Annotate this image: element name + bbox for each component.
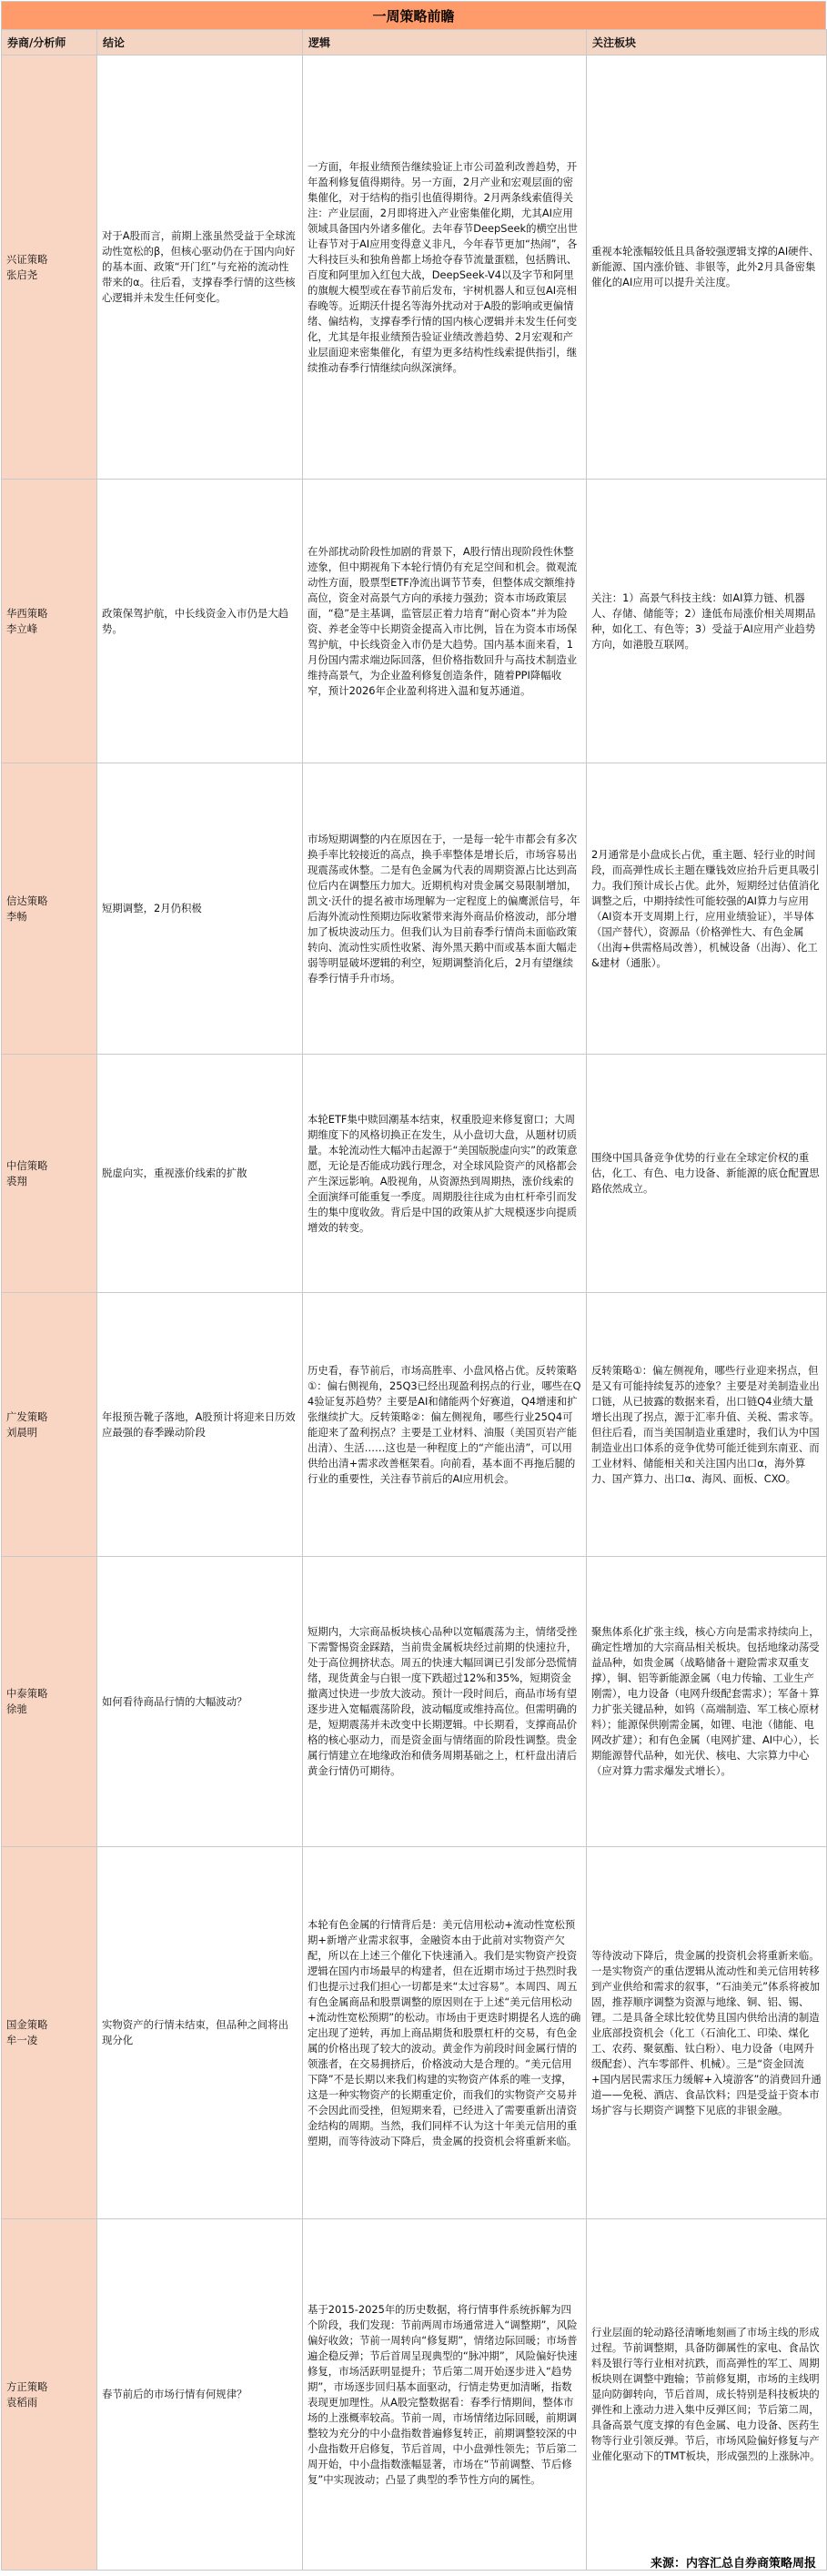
table-header-row bbox=[2, 30, 827, 56]
header-logic: 逻辑 bbox=[303, 30, 587, 56]
table-row bbox=[2, 1055, 827, 1293]
focus-cell: 行业层面的轮动路径清晰地刻画了市场主线的形成过程。节前调整期，具备防御属性的家电、食品饮料及银行等行业相对抗跌，而高弹性的军工、周期板块则在调整中跑输；节前修复期，市场的主线明显向防御转向，节后首周，成长特别是科技板块的弹性和上涨动力进入集中反弹区间；节后第二周，具备高景气度支撑的有色金属、电力设备、医药生物等行业引领反弹。节后，市场风险偏好修复与产业催化驱动下的TMT板块，形成强烈的上涨脉冲。 bbox=[587, 2219, 827, 2571]
focus-cell: 关注：1）高景气科技主线：如AI算力链、机器人、存储、储能等；2）逢低布局涨价相关周期品种，如化工、有色等；3）受益于AI应用产业趋势方向，如港股互联网。 bbox=[587, 480, 827, 763]
conclusion-cell: 如何看待商品行情的大幅波动？ bbox=[97, 1557, 303, 1847]
analyst-name: 牟一凌 bbox=[6, 2034, 38, 2046]
firm-name: 华西策略 bbox=[6, 606, 48, 620]
table-row bbox=[2, 1293, 827, 1557]
analyst-name: 刘晨明 bbox=[6, 1425, 38, 1439]
focus-cell: 重视本轮涨幅较低且具备较强逻辑支撑的AI硬件、新能源、国内涨价链、非银等，此外2月具备密集催化的AI应用可以提升关注度。 bbox=[587, 56, 827, 480]
firm-name: 兴证策略 bbox=[6, 252, 48, 266]
firm-name: 信达策略 bbox=[6, 894, 48, 907]
logic-cell: 市场短期调整的内在原因在于，一是每一轮牛市都会有多次换手率比较接近的高点，换手率整体是增长后，市场容易出现震荡或休整。二是有色金属为代表的周期资源占比达到高位后内在调整压力加大。近期机构对贵金属交易限制增加，凯文·沃什的提名被市场理解为一定程度上的偏鹰派信号，年后海外流动性预期边际收紧带来海外商品价格波动，部分增加了板块波动压力。但我们认为目前春季行情尚未面临政策转向、流动性实质性收紧、海外黑天鹅中而或基本面大幅走弱等明显破坏逻辑的利空，短期调整消化后，2月有望继续春季行情手升市场。 bbox=[303, 763, 587, 1055]
firm-cell bbox=[2, 763, 97, 1055]
header-focus-sectors: 关注板块 bbox=[587, 30, 827, 56]
table-row bbox=[2, 1847, 827, 2219]
focus-cell: 聚焦体系化扩张主线，核心方向是需求持续向上，确定性增加的大宗商品相关板块。包括地缘动荡受益品种，如贵金属（战略储备＋避险需求双重支撑），铜、铝等新能源金属（电力传输、工业生产刚需），电力设备（电网升级配套需求）；军备＋算力扩张关键品种，如钨（高端制造、军工核心原材料）；能源保供刚需金属，如锂、电池（储能、电网改扩建）；和有色金属（电网扩建、AI中心），长期能源替代品种，如光伏、核电、大宗算力中心（应对算力需求爆发式增长）。 bbox=[587, 1557, 827, 1847]
strategy-table bbox=[1, 29, 827, 2571]
conclusion-cell: 政策保驾护航，中长线资金入市仍是大趋势。 bbox=[97, 480, 303, 763]
table-row bbox=[2, 480, 827, 763]
analyst-name: 张启尧 bbox=[6, 268, 38, 281]
analyst-name: 裘翔 bbox=[6, 1174, 27, 1187]
focus-cell: 反转策略①：偏左侧视角，哪些行业迎来拐点，但是又有可能持续复苏的迹象？主要是对美制造业出口链，从已披露的数据来看，出口链Q4业绩大量增长出现了拐点，源于汇率升值、关税、需求等。但往后看，而当美国制造业重建时，我们认为中国制造业出口体系的竞争优势可能迁徙到东南亚、而工业材料、储能相关和关注国内出口α，海外算力、国产算力、出口α、海风、面板、CXO。 bbox=[587, 1293, 827, 1557]
firm-name: 方正策略 bbox=[6, 2379, 48, 2393]
logic-cell: 短期内，大宗商品板块核心品种以宽幅震荡为主，情绪受挫下需警惕资金踩踏，当前贵金属板块经过前期的快速拉升，处于高位拥挤状态。周五的快速大幅回调已引发部分恐慌情绪，现货黄金与白银一度下跌超过12%和35%，短期资金撤离过快进一步放大波动。预计一段时间后，商品市场有望逐步进入宽幅震荡阶段，波动幅度或维持高位。但需明确的是，短期震荡并未改变中长期逻辑。中长期看，支撑商品价格的核心驱动力，而是资金面与情绪面的阶段性调整。贵金属行情建立在地缘政治和债务周期基础之上，杠杆盘出清后黄金行情仍可期待。 bbox=[303, 1557, 587, 1847]
conclusion-cell: 实物资产的行情未结束，但品种之间将出现分化 bbox=[97, 1847, 303, 2219]
firm-cell bbox=[2, 480, 97, 763]
conclusion-cell: 年报预告靴子落地，A股预计将迎来日历效应最强的春季躁动阶段 bbox=[97, 1293, 303, 1557]
firm-cell bbox=[2, 1055, 97, 1293]
focus-cell: 围绕中国具备竞争优势的行业在全球定价权的重估，化工、有色、电力设备、新能源的底仓配置思路依然成立。 bbox=[587, 1055, 827, 1293]
firm-cell bbox=[2, 1847, 97, 2219]
logic-cell: 本轮ETF集中赎回潮基本结束，权重股迎来修复窗口；大周期维度下的风格切换正在发生，从小盘切大盘，从题材切质量。本轮流动性大幅冲击起源于“美国版脱虚向实”的政策意愿，无论是否能成功践行理念，对全球风险资产的风格都会产生深远影响。A股视角，从资源热到周期热，涨价线索的全面演绎可能重复一季度。周期股往往成为由杠杆牵引而发生的集中度收敛。背后是中国的政策从扩大规模逐步向提质增效的转变。 bbox=[303, 1055, 587, 1293]
source-note: 来源：内容汇总自券商策略周报 bbox=[650, 2557, 816, 2571]
logic-cell: 在外部扰动阶段性加剧的背景下，A股行情出现阶段性休整迹象，但中期视角下本轮行情仍有充足空间和机会。微观流动性方面，股票型ETF净流出调节节奏，但整体成交额维持高位，资金对高景气方向的承接力强劲；资本市场政策层面，“稳”是主基调，监管层正着力培育“耐心资本”并为险资、养老金等中长期资金提高入市比例，旨在为资本市场保驾护航，中长线资金入市仍是大趋势。国内基本面来看，1月份国内需求端边际回落，但价格指数回升与高技术制造业维持高景气，为企业盈利修复创造条件，随着PPI降幅收窄，预计2026年企业盈利将进入温和复苏通道。 bbox=[303, 480, 587, 763]
logic-cell: 本轮有色金属的行情背后是：美元信用松动+流动性宽松预期+新增产业需求叙事，金融资本由于此前对实物资产欠配，所以在上述三个催化下快速涌入。我们是实物资产投资逻辑在国内市场最早的构建者，但在近期市场过于热烈时我们也提示过我们担心一切都是来“太过容易”。本周四、周五有色金属商品和股票调整的原因则在于上述“美元信用松动+流动性宽松预期”的松动。市场由于更迭时期提名人选的确定出现了逆转，再加上商品期货和股票杠杆的交易，有色金属的价格出现了较大的波动。黄金作为前段时间金属行情的领涨者，在交易拥挤后，价格波动大是合理的。“美元信用下降”不是长期以来我们构建的实物资产体系的唯一支撑，这是一种实物资产的长期重定价，而我们的实物资产交易并不会因此而受挫，但短期来看，已经进入了需要重新出清资金结构的周期。当然，我们同样不认为这十年美元信用的重塑期，而等待波动下降后，贵金属的投资机会将重新来临。 bbox=[303, 1847, 587, 2219]
table-row bbox=[2, 2219, 827, 2571]
table-row bbox=[2, 763, 827, 1055]
firm-cell bbox=[2, 56, 97, 480]
firm-name: 国金策略 bbox=[6, 2018, 48, 2031]
analyst-name: 袁稻雨 bbox=[6, 2395, 38, 2409]
analyst-name: 李立峰 bbox=[6, 621, 38, 635]
firm-cell bbox=[2, 1557, 97, 1847]
analyst-name: 李畅 bbox=[6, 909, 27, 923]
logic-cell: 历史看，春节前后，市场高胜率、小盘风格占优。反转策略①：偏右侧视角，25Q3已经出现盈利拐点的行业，哪些在Q4验证复苏趋势？主要是AI和储能两个好赛道，Q4增速和扩张继续扩大。反转策略②：偏左侧视角，哪些行业25Q4可能迎来了盈利拐点？主要是工业材料、油服（美国页岩产能出清）、生活……这也是一种程度上的“产能出清”，可以用供给出清+需求改善框架看。向前看，基本面不再拖后腿的行业的重要性，关注春节前后的AI应用机会。 bbox=[303, 1293, 587, 1557]
table-row bbox=[2, 1557, 827, 1847]
conclusion-cell: 对于A股而言，前期上涨虽然受益于全球流动性宽松的β，但核心驱动仍在于国内向好的基本面、政策“开门红”与充裕的流动性带来的α。往后看，支撑春季行情的这些核心逻辑并未发生任何变化。 bbox=[97, 56, 303, 480]
analyst-name: 徐驰 bbox=[6, 1702, 27, 1715]
firm-cell bbox=[2, 2219, 97, 2571]
firm-name: 中泰策略 bbox=[6, 1687, 48, 1700]
firm-name: 广发策略 bbox=[6, 1409, 48, 1423]
header-conclusion: 结论 bbox=[97, 30, 303, 56]
conclusion-cell: 脱虚向实，重视涨价线索的扩散 bbox=[97, 1055, 303, 1293]
logic-cell: 一方面，年报业绩预告继续验证上市公司盈利改善趋势，开年盈利修复值得期待。另一方面，2月产业和宏观层面的密集催化，对于结构的指引也值得期待。2月两条线索值得关注：产业层面，2月即将进入产业密集催化期，尤其AI应用领域具备国内外诸多催化。去年春节DeepSeek的横空出世让春节对于AI应用变得意义非凡，今年春节更加“热闹”，各大科技巨头和独角兽都上场抢夺春节流量蛋糕，包括腾讯、百度和阿里加入红包大战，DeepSeek-V4以及字节和阿里的旗舰大模型或在春节前后发布，宇树机器人和豆包AI亮相春晚等。近期沃什提名等海外扰动对于A股的影响或更偏情绪、偏结构，支撑春季行情的国内核心逻辑并未发生任何变化，尤其是年报业绩预告验证业绩改善趋势、2月宏观和产业层面迎来密集催化，有望为更多结构性线索提供指引，继续推动春季行情继续向纵深演绎。 bbox=[303, 56, 587, 480]
conclusion-cell: 短期调整，2月仍积极 bbox=[97, 763, 303, 1055]
conclusion-cell: 春节前后的市场行情有何规律？ bbox=[97, 2219, 303, 2571]
page-title: 一周策略前瞻 bbox=[1, 1, 826, 30]
focus-cell: 等待波动下降后，贵金属的投资机会将重新来临。一是实物资产的重估逻辑从流动性和美元信用转移到产业供给和需求的叙事，“石油美元”体系将被加固，推荐顺序调整为资源与地缘、铜、铝、锡、锂。二是具备全球比较优势且国内供给出清的制造业底部投资机会（化工（石油化工、印染、煤化工、农药、聚氨酯、钛白粉）、电力设备（电网升级配套）、汽车零部件、机械）。三是“资金回流+国内居民需求压力缓解+入境游客”的消费回升通道——免税、酒店、食品饮料；四是受益于资本市场扩容与长期资产调整下见底的非银金融。 bbox=[587, 1847, 827, 2219]
focus-cell: 2月通常是小盘成长占优，重主题、轻行业的时间段，而高弹性成长主题在赚钱效应抬升后更具吸引力。我们预计成长占优。此外，短期经过估值消化调整之后，中期持续性可能较强的AI算力与应用（AI资本开支周期上行，应用业绩验证），半导体（国产替代），资源品（价格弹性大、有色金属（出海+供需格局改善），机械设备（出海）、化工&建材（通胀）。 bbox=[587, 763, 827, 1055]
firm-name: 中信策略 bbox=[6, 1158, 48, 1172]
firm-cell bbox=[2, 1293, 97, 1557]
logic-cell: 基于2015-2025年的历史数据，将行情事件系统拆解为四个阶段，我们发现：节前两周市场通常进入“调整期”，风险偏好收敛；节前一周转向“修复期”，情绪边际回暖；市场普遍企稳反弹；节后首周呈现典型的“脉冲期”，风险偏好快速修复，市场活跃明显提升；节后第二周开始逐步进入“趋势期”，市场逐步回归基本面驱动，行情走势更加清晰，指数表现更加理性。从A股完整数据看：春季行情期间，整体市场的上涨概率较高。节前一周，市场情绪边际回暖，前期调整较为充分的中小盘指数普遍修复转正，前期调整较深的中小盘指数开启修复，节后首周，中小盘弹性领先；节后第二周开始，中小盘指数涨幅显著，市场在“节前调整、节后修复”中实现波动；凸显了典型的季节性方向的属性。 bbox=[303, 2219, 587, 2571]
header-firm-analyst: 券商/分析师 bbox=[2, 30, 97, 56]
table-row bbox=[2, 56, 827, 480]
